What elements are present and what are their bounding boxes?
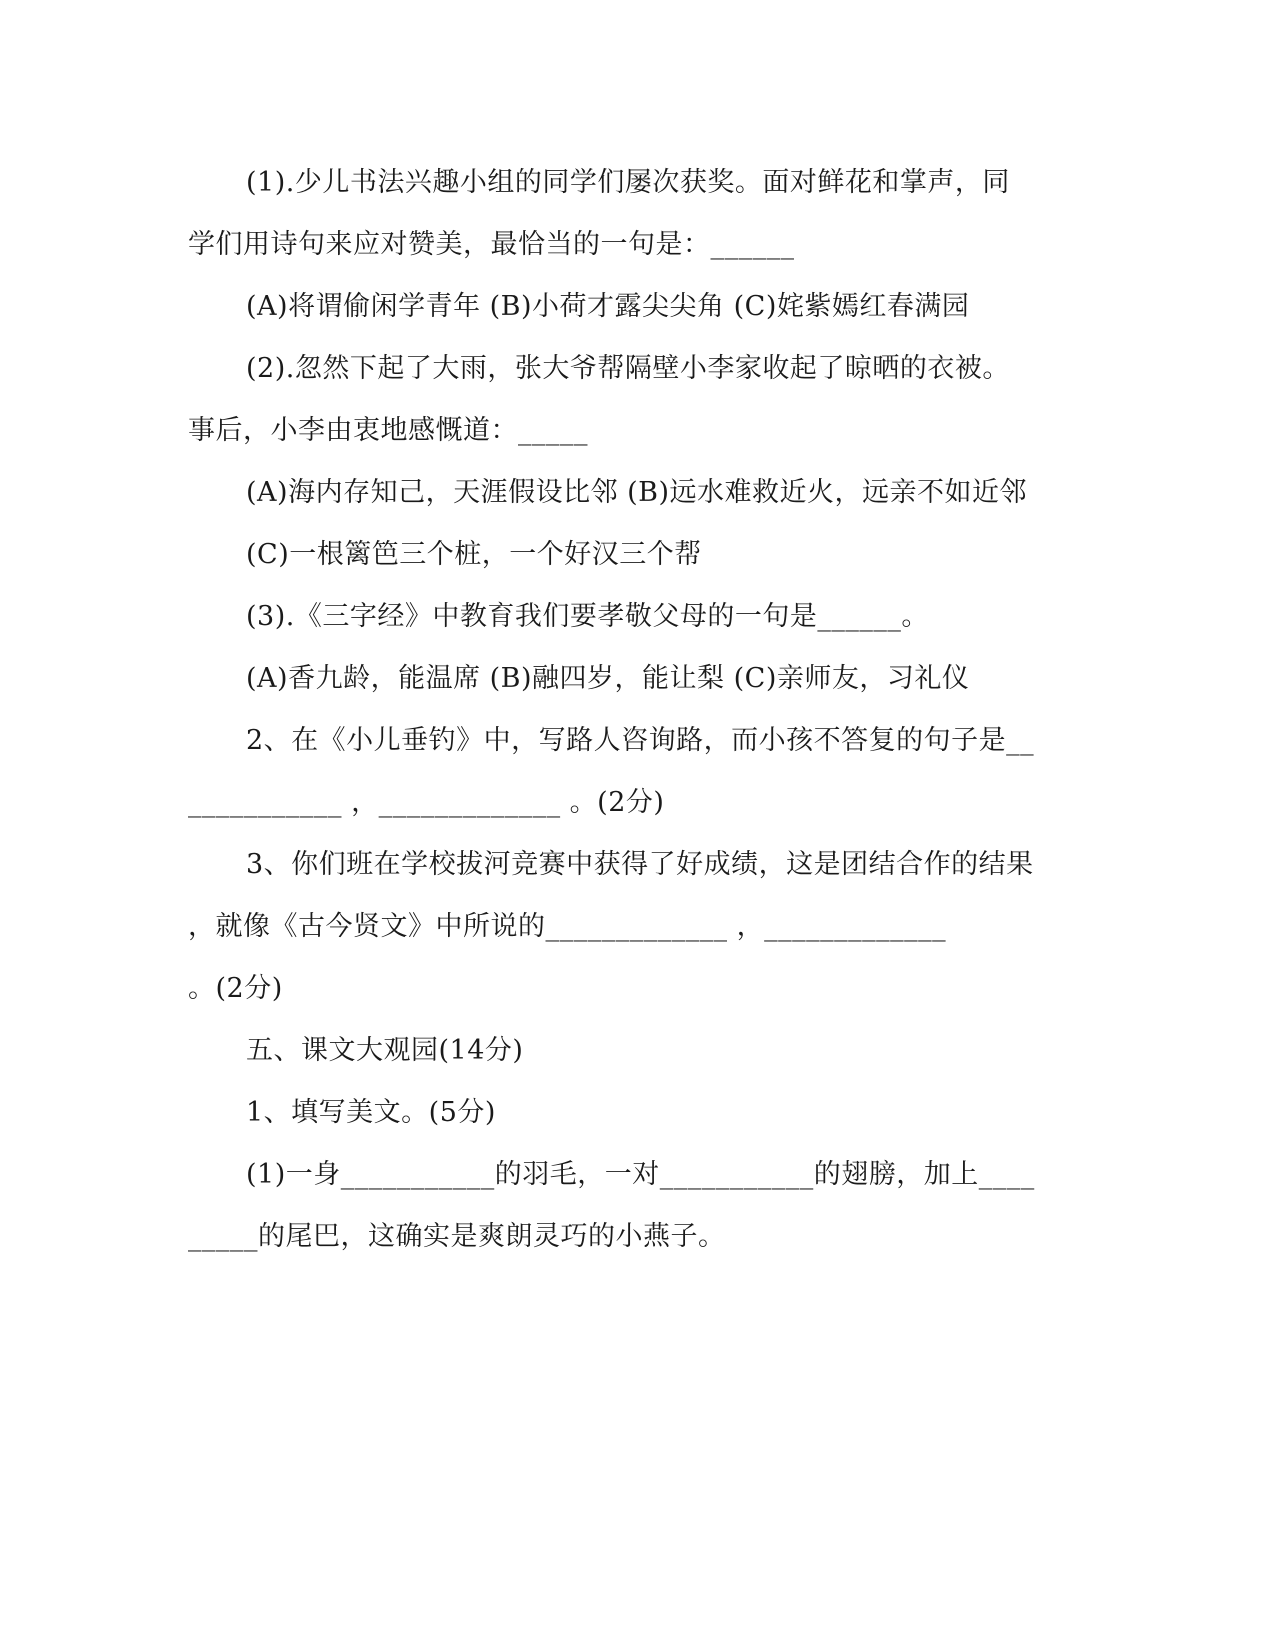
question-2-line-1: 2、在《小儿垂钓》中，写路人咨询路，而小孩不答复的句子是__ (246, 725, 1035, 756)
question-1-2-stem-line-2: 事后，小李由衷地感慨道：_____ (188, 415, 588, 446)
question-3-line-3: 。(2分) (188, 973, 283, 1004)
section-5-question-1: 1、填写美文。(5分) (246, 1097, 496, 1128)
question-1-3-stem: (3).《三字经》中教育我们要孝敬父母的一句是______。 (246, 601, 929, 632)
question-1-1-stem-line-2: 学们用诗句来应对赞美，最恰当的一句是：______ (188, 229, 795, 260)
question-1-3-options: (A)香九龄，能温席 (B)融四岁，能让梨 (C)亲师友，习礼仪 (246, 663, 970, 694)
question-1-2-options-line-2: (C)一根篱笆三个桩，一个好汉三个帮 (246, 539, 702, 570)
section-5-heading: 五、课文大观园(14分) (246, 1035, 524, 1066)
question-2-line-2: ___________ ，_____________ 。(2分) (188, 787, 665, 818)
section-5-question-1-1-line-2: _____的尾巴，这确实是爽朗灵巧的小燕子。 (188, 1221, 726, 1252)
question-1-1-stem-line-1: (1).少儿书法兴趣小组的同学们屡次获奖。面对鲜花和掌声，同 (246, 167, 1010, 198)
question-3-line-1: 3、你们班在学校拔河竞赛中获得了好成绩，这是团结合作的结果 (246, 849, 1034, 880)
question-3-line-2: ，就像《古今贤文》中所说的_____________ ，_____________ (188, 911, 947, 942)
question-1-2-stem-line-1: (2).忽然下起了大雨，张大爷帮隔壁小李家收起了晾晒的衣被。 (246, 353, 1010, 384)
question-1-1-options: (A)将谓偷闲学青年 (B)小荷才露尖尖角 (C)姹紫嫣红春满园 (246, 291, 970, 322)
question-1-2-options-line-1: (A)海内存知己，天涯假设比邻 (B)远水难救近火，远亲不如近邻 (246, 477, 1028, 508)
section-5-question-1-1-line-1: (1)一身___________的羽毛，一对___________的翅膀，加上____ (246, 1159, 1035, 1190)
